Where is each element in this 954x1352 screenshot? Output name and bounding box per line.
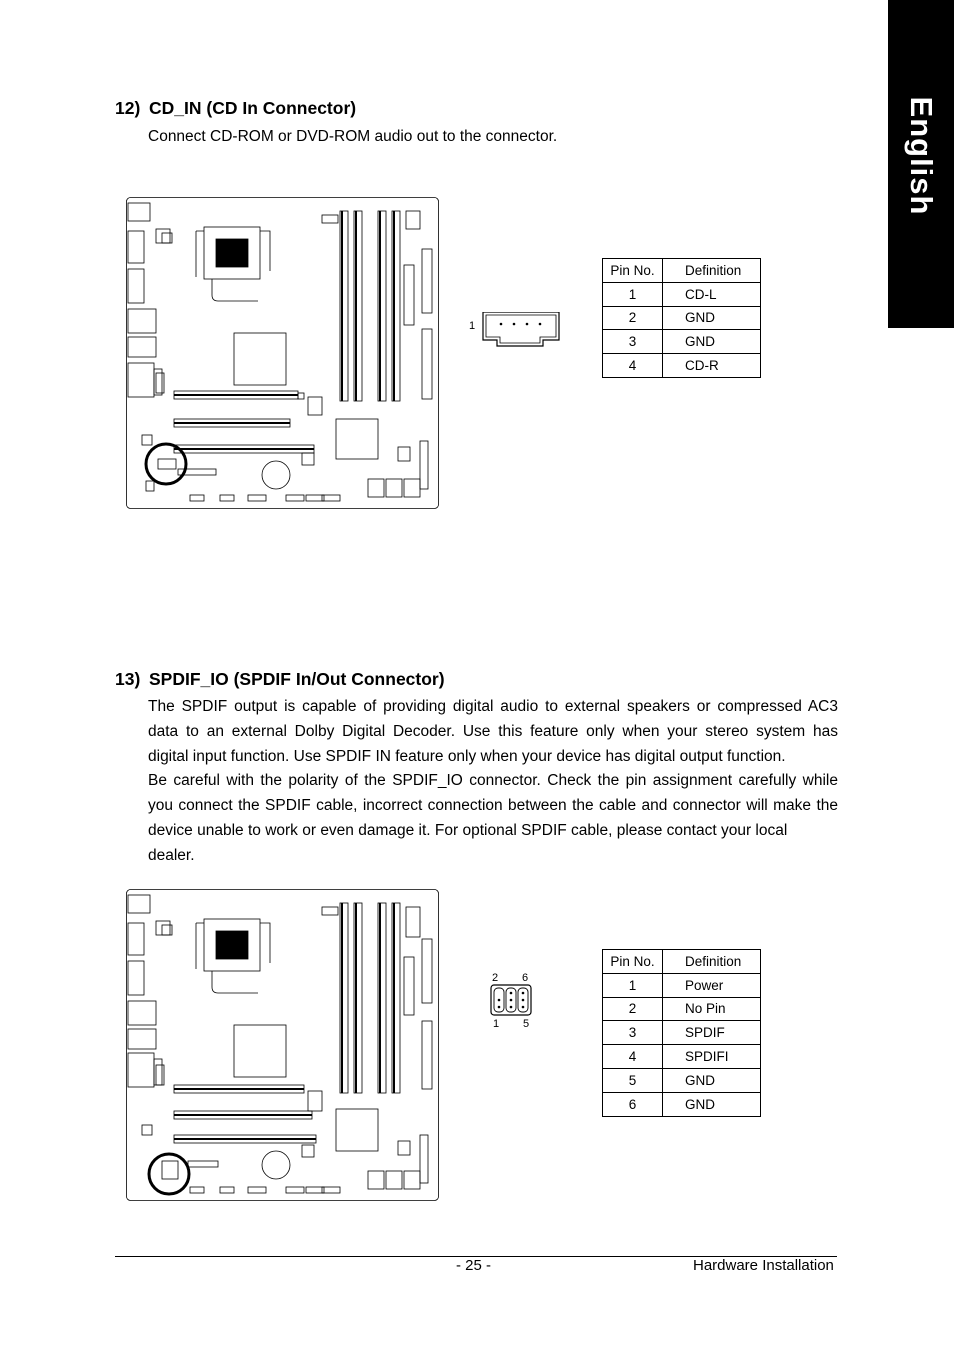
pin-number: 2 <box>603 306 663 330</box>
spdif-connector-shape <box>485 970 545 1034</box>
cd-in-pin-table <box>602 258 761 378</box>
paragraph-line: you connect the SPDIF cable, incorrect connection between the cable and connector will make the <box>148 797 838 815</box>
pin-number: 3 <box>603 1021 663 1045</box>
section-12-description: Connect CD-ROM or DVD-ROM audio out to the connector. <box>148 128 558 145</box>
pin-definition: SPDIF <box>663 1021 761 1045</box>
language-tab-label: English <box>904 96 939 216</box>
pin-number: 4 <box>603 1045 663 1069</box>
language-tab <box>888 0 954 328</box>
paragraph-line: Be careful with the polarity of the SPDIF_IO connector. Check the pin assignment carefully while <box>148 772 838 790</box>
spdif-pin6-label: 6 <box>522 972 529 984</box>
pin-definition: GND <box>663 330 761 354</box>
pin-definition: SPDIFI <box>663 1045 761 1069</box>
table-header-row <box>603 259 761 283</box>
table-row <box>603 1045 761 1069</box>
spdif-pin2-label: 2 <box>492 972 499 984</box>
motherboard-diagram-cd-in <box>126 197 439 509</box>
pin-definition: CD-R <box>663 354 761 378</box>
table-header-pin: Pin No. <box>603 259 663 283</box>
section-13-paragraph <box>148 695 838 869</box>
pin-definition: CD-L <box>663 282 761 306</box>
pin-definition: No Pin <box>663 997 761 1021</box>
section-12-number: 12) <box>115 98 141 118</box>
table-header-definition: Definition <box>663 950 761 974</box>
motherboard-diagram-spdif <box>126 889 439 1201</box>
table-header-row <box>603 950 761 974</box>
pin-number: 3 <box>603 330 663 354</box>
page-number: - 25 - <box>456 1257 492 1274</box>
spdif-pin1-label: 1 <box>493 1018 500 1030</box>
footer-section-name: Hardware Installation <box>693 1257 834 1274</box>
table-row <box>603 306 761 330</box>
pin-number: 1 <box>603 973 663 997</box>
cd-in-connector-shape <box>465 312 565 348</box>
table-row <box>603 1068 761 1092</box>
section-13-heading <box>115 669 445 690</box>
section-12-heading <box>115 98 356 119</box>
paragraph-line: device unable to work or even damage it. For optional SPDIF cable, please contact your local <box>148 821 788 839</box>
cd-in-pin1-label: 1 <box>469 320 476 332</box>
table-row <box>603 354 761 378</box>
spdif-pin5-label: 5 <box>523 1018 530 1030</box>
paragraph-line: digital input function. Use SPDIF IN feature only when your device has digital output function. <box>148 747 786 765</box>
pin-number: 4 <box>603 354 663 378</box>
pin-definition: Power <box>663 973 761 997</box>
spdif-connector-diagram <box>485 970 545 1034</box>
pin-number: 2 <box>603 997 663 1021</box>
table-row <box>603 1021 761 1045</box>
pin-definition: GND <box>663 1068 761 1092</box>
section-12-title: CD_IN (CD In Connector) <box>149 98 357 118</box>
paragraph-line: The SPDIF output is capable of providing digital audio to external speakers or compressed AC3 <box>148 698 838 715</box>
pin-definition: GND <box>663 1092 761 1116</box>
table-header-pin: Pin No. <box>603 950 663 974</box>
pin-number: 1 <box>603 282 663 306</box>
table-row <box>603 1092 761 1116</box>
section-13-number: 13) <box>115 669 141 689</box>
pin-number: 5 <box>603 1068 663 1092</box>
table-header-definition: Definition <box>663 259 761 283</box>
paragraph-line: data to an external Dolby Digital Decoder. Use this feature only when your stereo system has <box>148 722 838 740</box>
section-13-title: SPDIF_IO (SPDIF In/Out Connector) <box>149 669 445 689</box>
cd-in-connector-diagram <box>465 312 565 348</box>
table-row <box>603 282 761 306</box>
table-row <box>603 330 761 354</box>
table-row <box>603 973 761 997</box>
pin-number: 6 <box>603 1092 663 1116</box>
table-row <box>603 997 761 1021</box>
paragraph-line: dealer. <box>148 846 195 864</box>
pin-definition: GND <box>663 306 761 330</box>
spdif-pin-table <box>602 949 761 1117</box>
